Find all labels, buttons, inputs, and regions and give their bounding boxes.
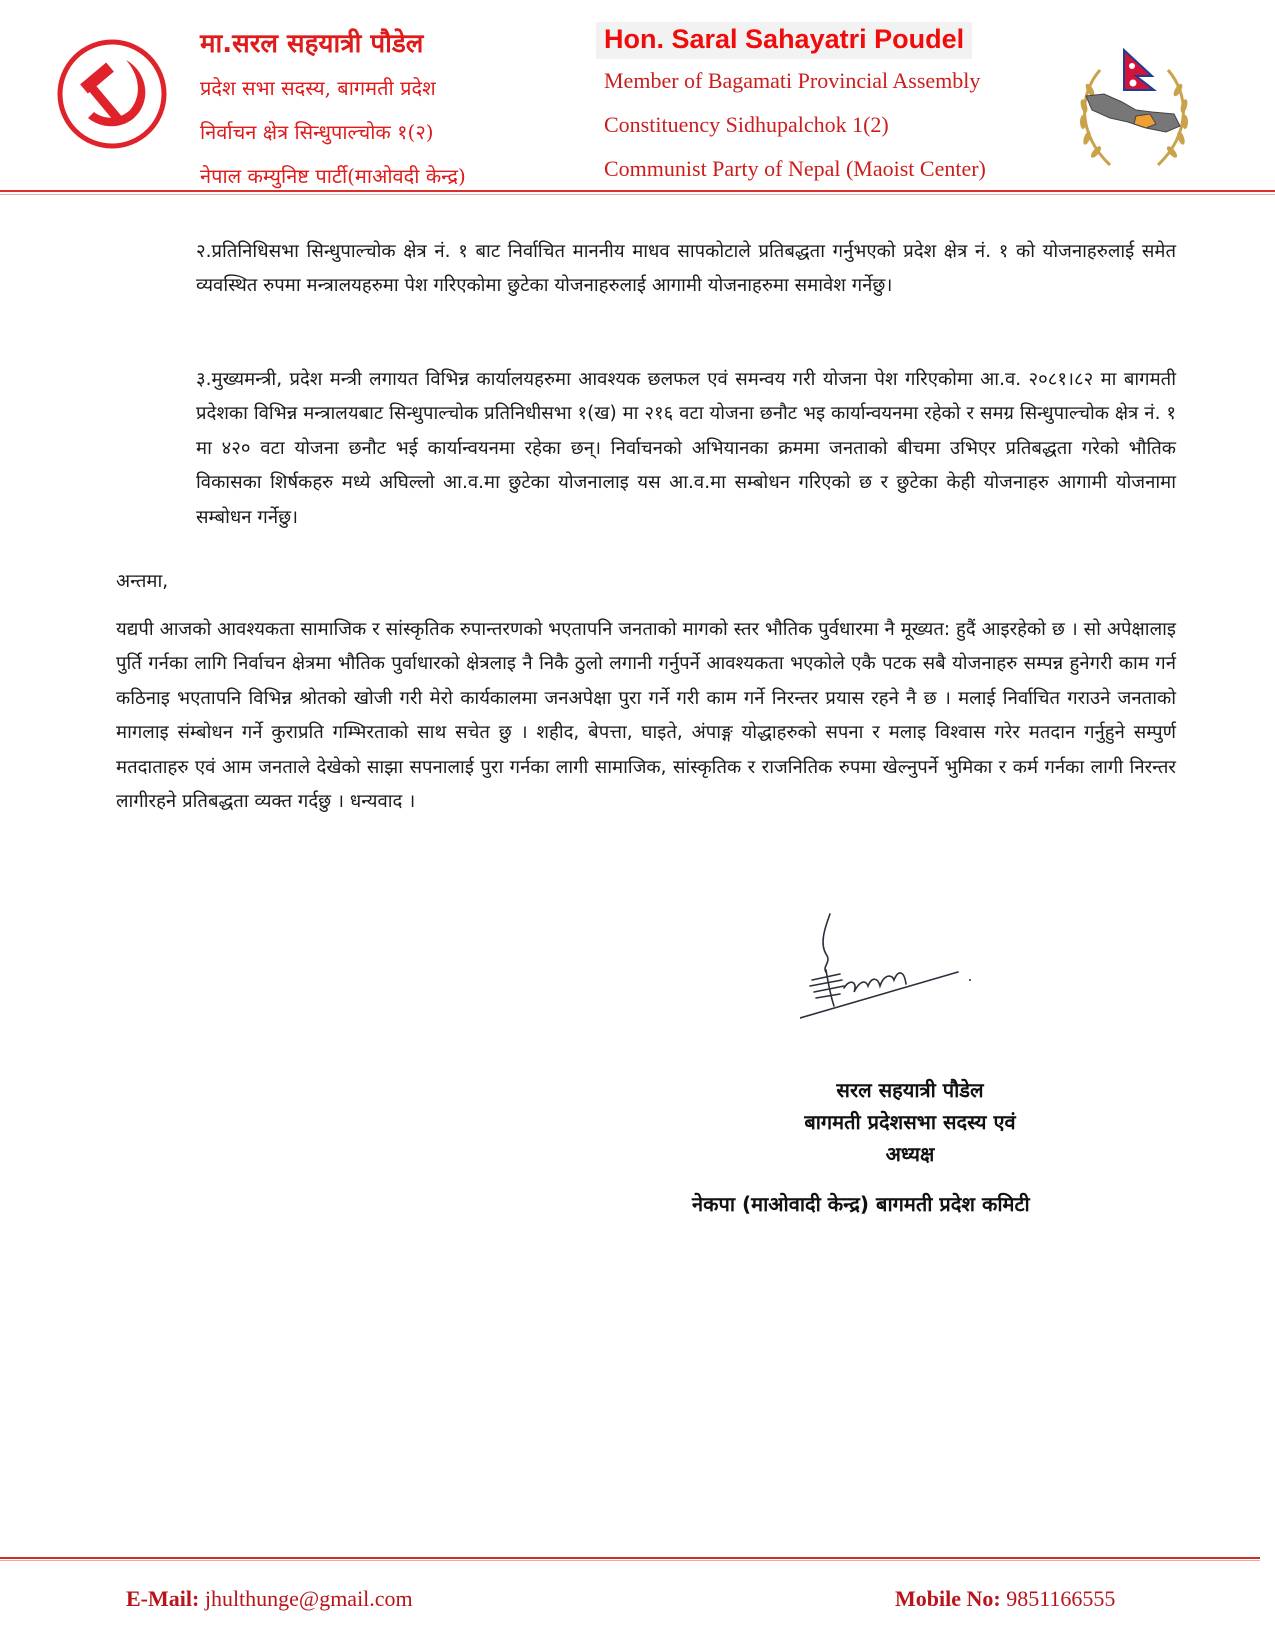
hammer-sickle-icon	[56, 38, 168, 150]
footer-email	[126, 1586, 413, 1612]
mobile-label: Mobile No:	[895, 1586, 1001, 1611]
nepal-map-flag-emblem-icon	[1070, 40, 1198, 180]
english-letterhead	[600, 22, 986, 191]
signatory-title: बागमती प्रदेशसभा सदस्य एवं	[804, 1110, 1016, 1134]
signatory-name: सरल सहयात्री पौडेल	[836, 1078, 984, 1102]
paragraph-3: ३.मुख्यमन्त्री, प्रदेश मन्त्री लगायत विभिन्न कार्यालयहरुमा आवश्यक छलफल एवं समन्वय गरी योजना पेश गरिएकोमा आ.व. २०८१।८२ मा बागमती प्रदेशका विभिन्न मन्त्रालयबाट सिन्धुपाल्चोक प्रतिनिधीसभा १(ख) मा २१६ वटा योजना छनौट भइ कार्यान्वयनमा रहेको र समग्र सिन्धुपाल्चोक क्षेत्र नं. १ मा ४२० वटा योजना छनौट भई कार्यान्वयनमा रहेका छन्। निर्वाचनको अभियानका क्रममा जनताको बीचमा उभिएर प्रतिबद्धता गरेको भौतिक विकासका शिर्षकहरु मध्ये अघिल्लो आ.व.मा छुटेका योजनालाइ यस आ.व.मा सम्बोधन गरिएको छ र छुटेका केही योजनाहरु आगामी योजनामा सम्बोधन गर्नेछु।	[196, 368, 1176, 528]
nepali-position: प्रदेश सभा सदस्य, बागमती प्रदेश	[200, 76, 436, 100]
header-divider	[0, 190, 1275, 192]
footer-divider	[0, 1557, 1260, 1559]
footer-divider-light	[0, 1560, 1260, 1561]
mobile-number: 9851166555	[1006, 1586, 1116, 1611]
english-party: Communist Party of Nepal (Maoist Center)	[604, 156, 986, 181]
english-name-title: Hon. Saral Sahayatri Poudel	[596, 22, 972, 59]
signatory-organization: नेकपा (माओवादी केन्द्र) बागमती प्रदेश कमिटी	[692, 1192, 1030, 1216]
footer-mobile	[895, 1586, 1115, 1612]
nepali-constituency: निर्वाचन क्षेत्र सिन्धुपाल्चोक १(२)	[200, 120, 434, 144]
closing-paragraph: यद्यपी आजको आवश्यकता सामाजिक र सांस्कृतिक रुपान्तरणको भएतापनि जनताको मागको स्तर भौतिक पुर्वधारमा नै मूख्यत: हुदैं आइरहेको छ । सो अपेक्षालाइ पुर्ति गर्नका लागि निर्वाचन क्षेत्रमा भौतिक पुर्वाधारको क्षेत्रलाइ नै निकै ठुलो लगानी गर्नुपर्ने आवश्यकता भएकोले एकै पटक सबै योजनाहरु सम्पन्न हुनेगरी काम गर्न कठिनाइ भएतापनि विभिन्न श्रोतको खोजी गरी मेरो कार्यकालमा जनअपेक्षा पुरा गर्ने गरी काम गर्ने निरन्तर प्रयास रहने नै छ । मलाई निर्वाचित गराउने जनताको मागलाइ संम्बोधन गर्ने कुराप्रति गम्भिरताको साथ सचेत छु । शहीद, बेपत्ता, घाइते, अंपाङ्ग योद्धाहरुको सपना र मलाइ विश्वास गरेर मतदान गर्नुहुने सम्पुर्ण मतदाताहरु एवं आम जनताले देखेको साझा सपनालाई पुरा गर्नका लागी सामाजिक, सांस्कृतिक र राजनितिक रुपमा खेल्नुपर्ने भुमिका र कर्म गर्नका लागी निरन्तर लागीरहने प्रतिबद्धता व्यक्त गर्दछु । धन्यवाद ।	[116, 618, 1176, 812]
handwritten-signature	[800, 910, 1000, 1020]
header-divider-light	[0, 194, 1275, 195]
email-label: E-Mail:	[126, 1586, 200, 1611]
nepali-name-title: मा.सरल सहयात्री पौडेल	[200, 29, 424, 59]
closing-label: अन्तमा,	[116, 571, 169, 592]
paragraph-2: २.प्रतिनिधिसभा सिन्धुपाल्चोक क्षेत्र नं. १ बाट निर्वाचित माननीय माधव सापकोटाले प्रतिबद्धता गर्नुभएको प्रदेश क्षेत्र नं. १ को योजनाहरुलाई समेत व्यवस्थित रुपमा मन्त्रालयहरुमा पेश गरिएकोमा छुटेका योजनाहरुलाई आगामी योजनाहरुमा समावेश गर्नेछु।	[196, 240, 1176, 296]
email-link[interactable]: jhulthunge@gmail.com	[204, 1586, 413, 1611]
nepali-letterhead	[200, 26, 466, 198]
english-position: Member of Bagamati Provincial Assembly	[604, 68, 981, 93]
english-constituency: Constituency Sidhupalchok 1(2)	[604, 112, 889, 137]
signatory-role: अध्यक्ष	[885, 1142, 935, 1166]
nepali-party: नेपाल कम्युनिष्ट पार्टी(माओवदी केन्द्र)	[200, 164, 466, 188]
